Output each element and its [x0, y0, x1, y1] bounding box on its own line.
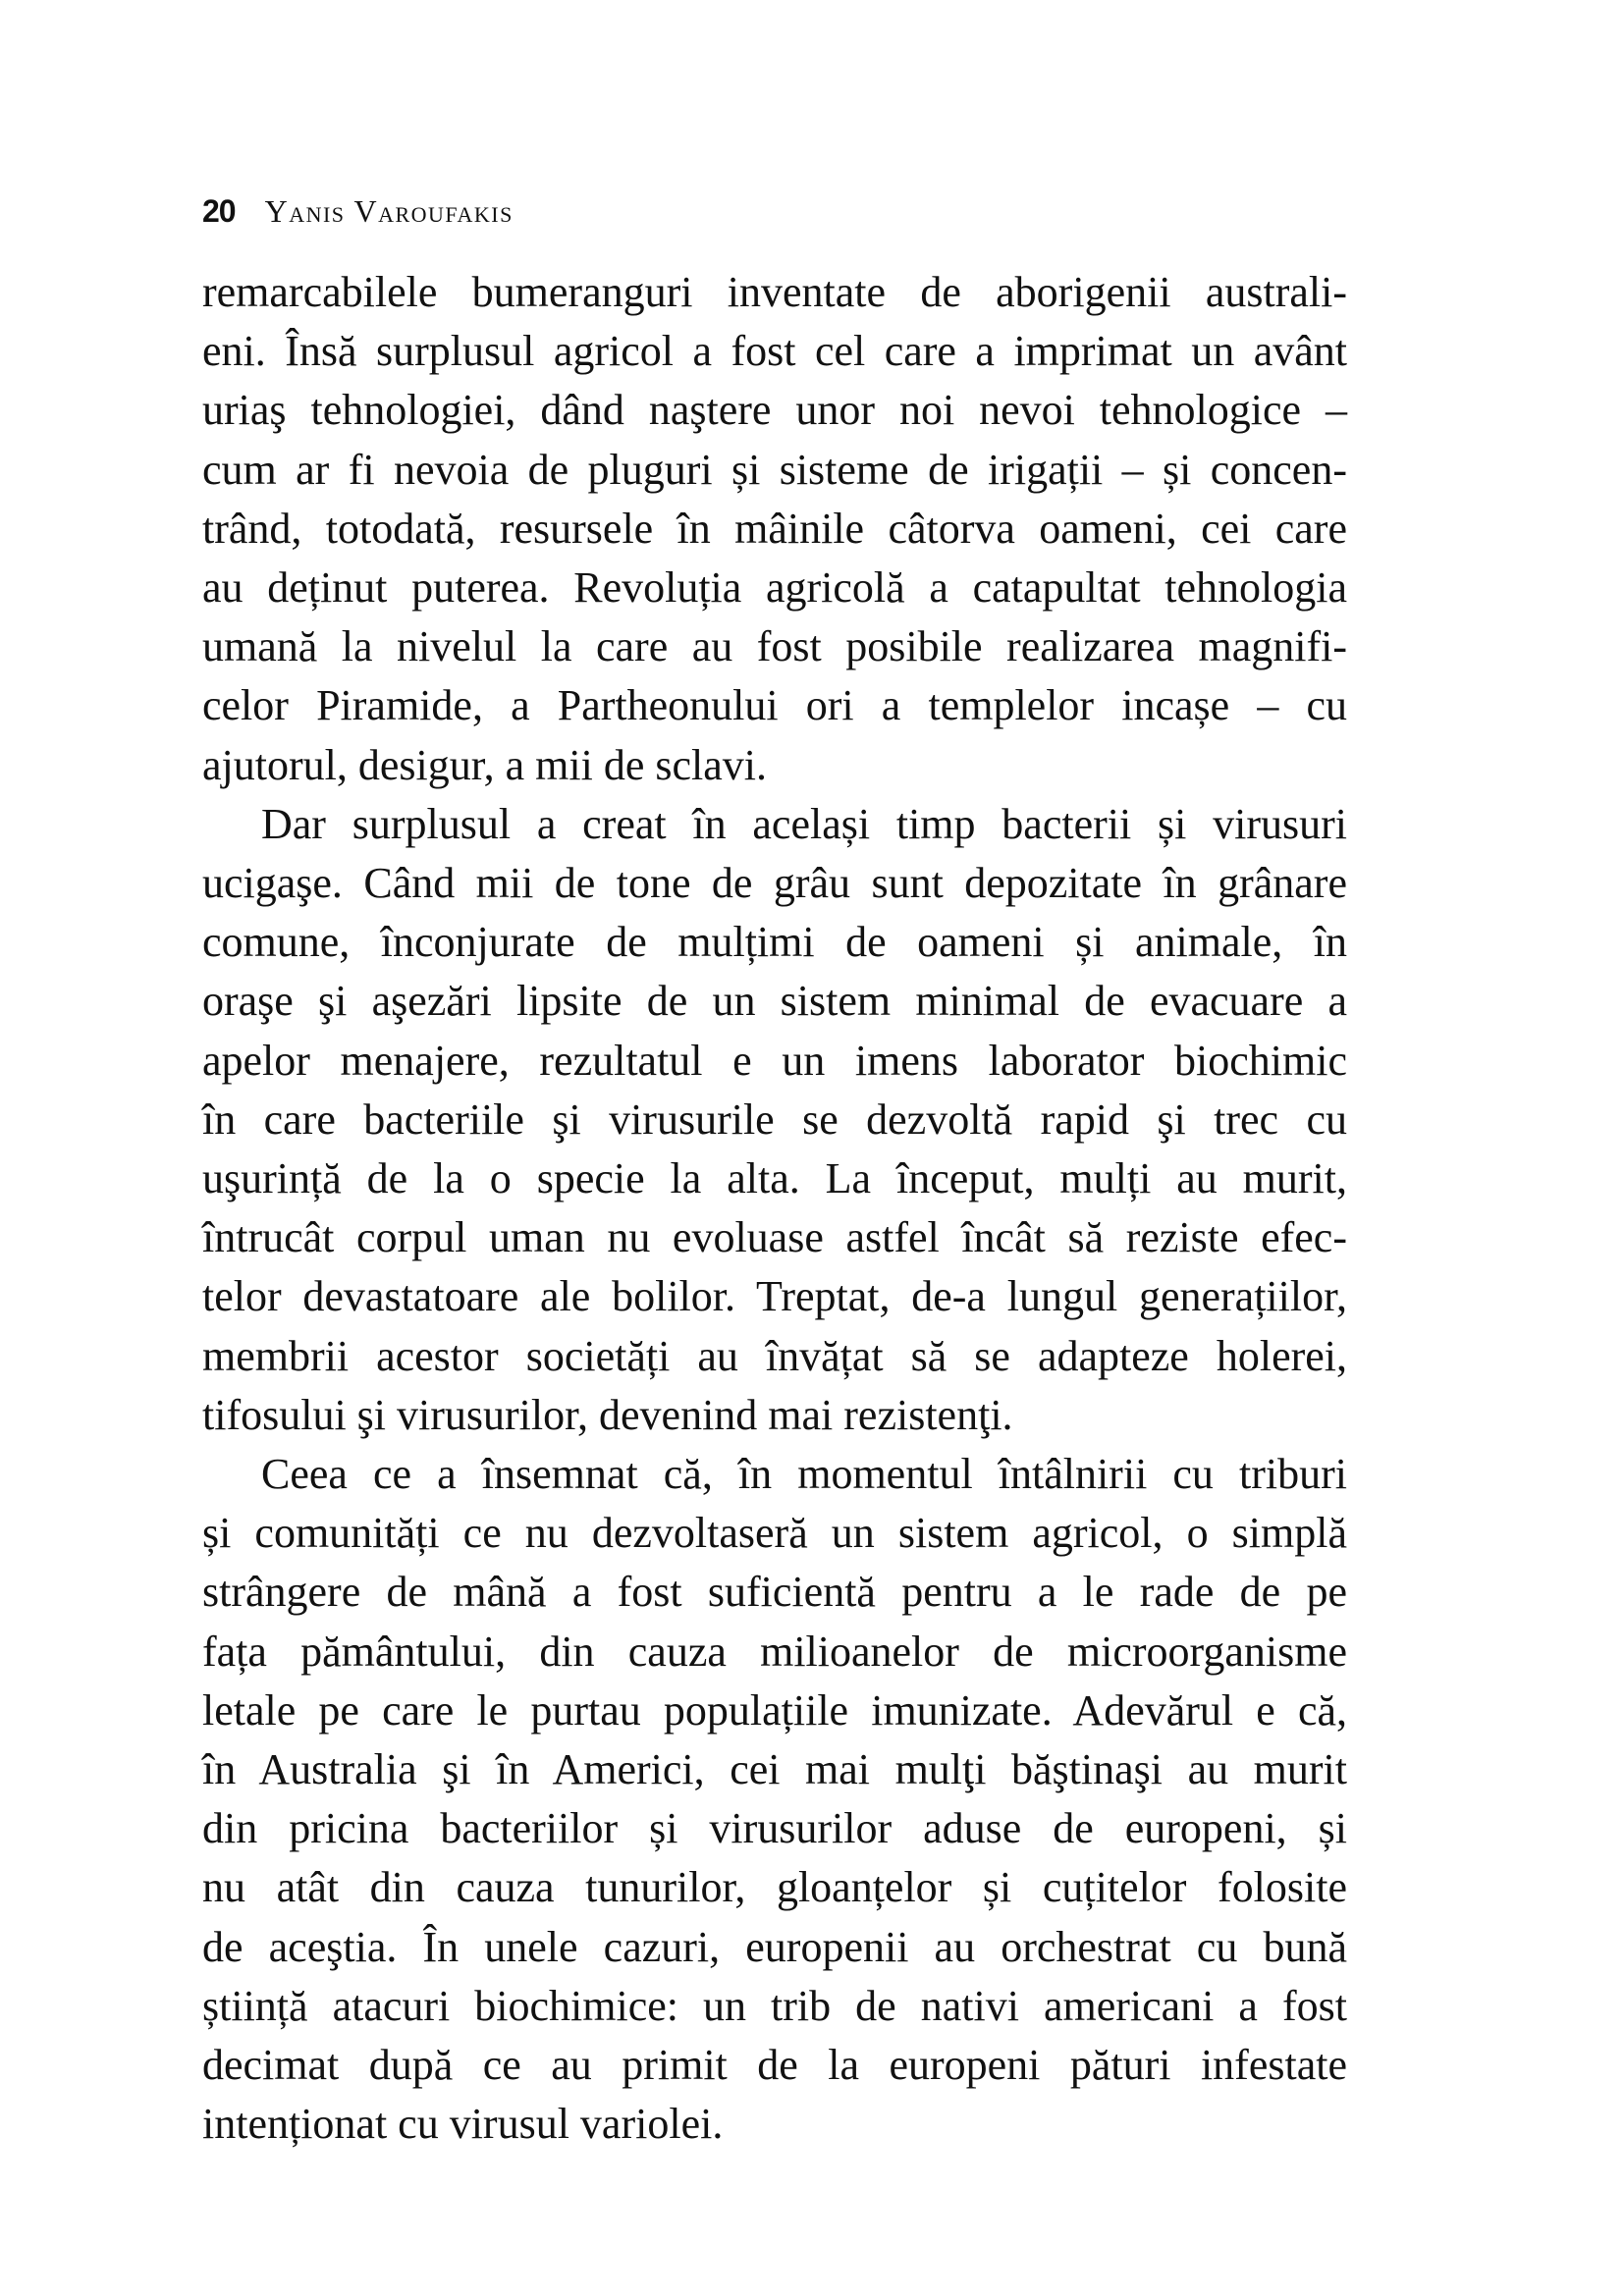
text-line: oraşe şi aşezări lipsite de un sistem minimal de evacuare a [202, 977, 1347, 1026]
text-line: intenționat cu virusul variolei. [202, 2100, 724, 2149]
body-text [202, 263, 1347, 2155]
text-line: și comunități ce nu dezvoltaseră un sistem agricol, o simplă [202, 1509, 1347, 1558]
text-line: în Australia şi în Americi, cei mai mulţi băştinaşi au murit [202, 1745, 1347, 1794]
text-line: știință atacuri biochimice: un trib de nativi americani a fost [202, 1981, 1347, 2030]
page-number: 20 [202, 193, 236, 229]
running-header [202, 187, 1347, 236]
text-line: umană la nivelul la care au fost posibile realizarea magnifi- [202, 622, 1347, 671]
text-line: ajutorul, desigur, a mii de sclavi. [202, 740, 767, 789]
text-line: trând, totodată, resursele în mâinile câtorva oameni, cei care [202, 504, 1347, 553]
text-line: letale pe care le purtau populațiile imunizate. Adevărul e că, [202, 1685, 1347, 1735]
text-line: eni. Însă surplusul agricol a fost cel care a imprimat un avânt [202, 327, 1347, 376]
text-line: Ceea ce a însemnat că, în momentul întâlnirii cu triburi [261, 1450, 1347, 1499]
text-line: strângere de mână a fost suficientă pentru a le rade de pe [202, 1568, 1347, 1617]
text-line: de aceştia. În unele cazuri, europenii au orchestrat cu bună [202, 1922, 1347, 1971]
text-line: nu atât din cauza tunurilor, gloanțelor și cuțitelor folosite [202, 1863, 1347, 1912]
paragraph-1 [202, 263, 1347, 795]
text-line: celor Piramide, a Partheonului ori a templelor incașe – cu [202, 681, 1347, 730]
text-line: membrii acestor societăți au învățat să se adapteze holerei, [202, 1331, 1347, 1380]
text-line: remarcabilele bumeranguri inventate de aborigenii australi- [202, 268, 1347, 316]
text-line: uşurință de la o specie la alta. La început, mulți au murit, [202, 1154, 1347, 1203]
text-line: uriaş tehnologiei, dând naştere unor noi nevoi tehnologice – [202, 386, 1347, 435]
text-line: fața pământului, din cauza milioanelor de microorganisme [202, 1627, 1347, 1676]
text-line: tifosului şi virusurilor, devenind mai rezistenţi. [202, 1390, 1013, 1439]
text-line: ucigaşe. Când mii de tone de grâu sunt depozitate în grânare [202, 859, 1347, 908]
text-line: au deținut puterea. Revoluția agricolă a catapultat tehnologia [202, 563, 1347, 613]
author-name: Yanis Varoufakis [264, 193, 514, 229]
text-line: comune, înconjurate de mulțimi de oameni și animale, în [202, 918, 1347, 967]
book-page [202, 187, 1347, 2155]
text-line: cum ar fi nevoia de pluguri și sisteme de irigații – și concen- [202, 445, 1347, 494]
paragraph-2 [202, 795, 1347, 1445]
text-line: Dar surplusul a creat în același timp bacterii și virusuri [261, 799, 1347, 848]
text-line: întrucât corpul uman nu evoluase astfel încât să reziste efec- [202, 1213, 1347, 1262]
text-line: în care bacteriile şi virusurile se dezvoltă rapid şi trec cu [202, 1095, 1347, 1144]
text-line: decimat după ce au primit de la europeni pături infestate [202, 2041, 1347, 2090]
paragraph-3 [202, 1445, 1347, 2154]
text-line: telor devastatoare ale bolilor. Treptat, de-a lungul generațiilor, [202, 1272, 1347, 1321]
text-line: din pricina bacteriilor și virusurilor aduse de europeni, și [202, 1804, 1347, 1853]
text-line: apelor menajere, rezultatul e un imens laborator biochimic [202, 1036, 1347, 1085]
